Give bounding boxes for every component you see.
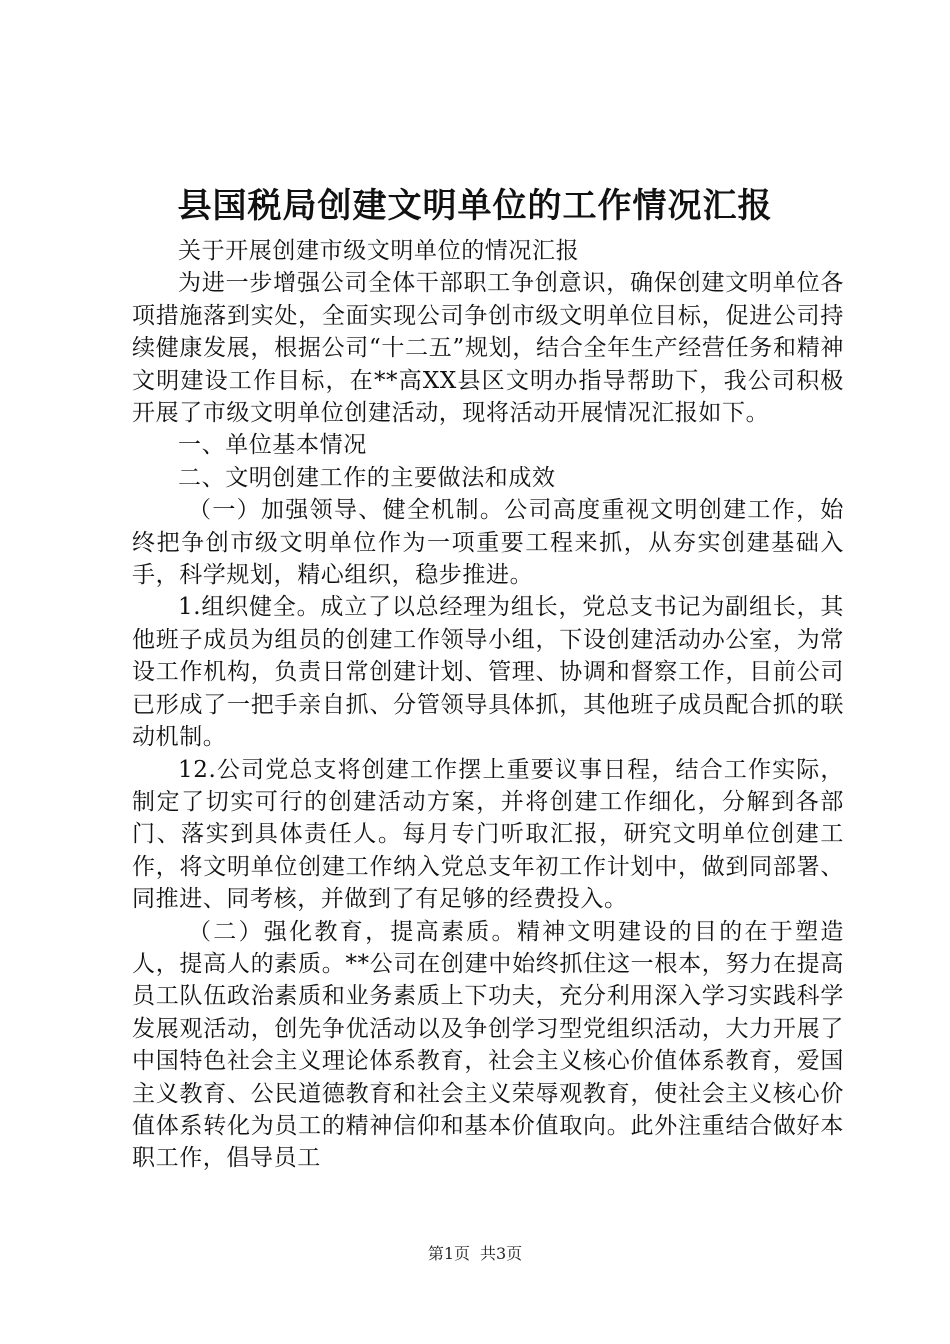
paragraph-organization: 1.组织健全。成立了以总经理为组长，党总支书记为副组长，其他班子成员为组员的创建工作领导小组，下设创建活动办公室，为常设工作机构，负责日常创建计划、管理、协调和督察工作，目前公司已形成了一把手亲自抓、分管领导具体抓，其他班子成员配合抓的联动机制。 — [132, 594, 844, 751]
paragraph-leadership: （一）加强领导、健全机制。公司高度重视文明创建工作，始终把争创市级文明单位作为一项重要工程来抓，从夯实创建基础入手，科学规划，精心组织，稳步推进。 — [132, 497, 844, 589]
page-total: 共3页 — [480, 1244, 523, 1263]
section-heading-basic-info: 一、单位基本情况 — [178, 432, 367, 459]
paragraph-party-branch: 12.公司党总支将创建工作摆上重要议事日程，结合工作实际，制定了切实可行的创建活动方案，并将创建工作细化，分解到各部门、落实到具体责任人。每月专门听取汇报，研究文明单位创建工作，将文明单位创建工作纳入党总支年初工作计划中，做到同部署、同推进、同考核，并做到了有足够的经费投入。 — [132, 756, 844, 913]
document-body — [132, 235, 844, 1175]
document-title: 县国税局创建文明单位的工作情况汇报 — [177, 186, 773, 226]
page-number: 第1页 — [427, 1244, 470, 1263]
paragraph-education: （二）强化教育，提高素质。精神文明建设的目的在于塑造人，提高人的素质。**公司在创建中始终抓住这一根本，努力在提高员工队伍政治素质和业务素质上下功夫，充分利用深入学习实践科学发展观活动，创先争优活动以及争创学习型党组织活动，大力开展了中国特色社会主义理论体系教育，社会主义核心价值体系教育，爱国主义教育、公民道德教育和社会主义荣辱观教育，使社会主义核心价值体系转化为员工的精神信仰和基本价值取向。此外注重结合做好本职工作，倡导员工 — [132, 918, 844, 1172]
paragraph-intro: 为进一步增强公司全体干部职工争创意识，确保创建文明单位各项措施落到实处，全面实现公司争创市级文明单位目标，促进公司持续健康发展，根据公司“十二五”规划，结合全年生产经营任务和精神文明建设工作目标，在**高XX县区文明办指导帮助下，我公司积极开展了市级文明单位创建活动，现将活动开展情况汇报如下。 — [132, 270, 844, 427]
paragraph-subtitle: 关于开展创建市级文明单位的情况汇报 — [178, 238, 580, 264]
page-footer — [0, 1244, 950, 1264]
section-heading-main-practices: 二、文明创建工作的主要做法和成效 — [178, 464, 556, 491]
